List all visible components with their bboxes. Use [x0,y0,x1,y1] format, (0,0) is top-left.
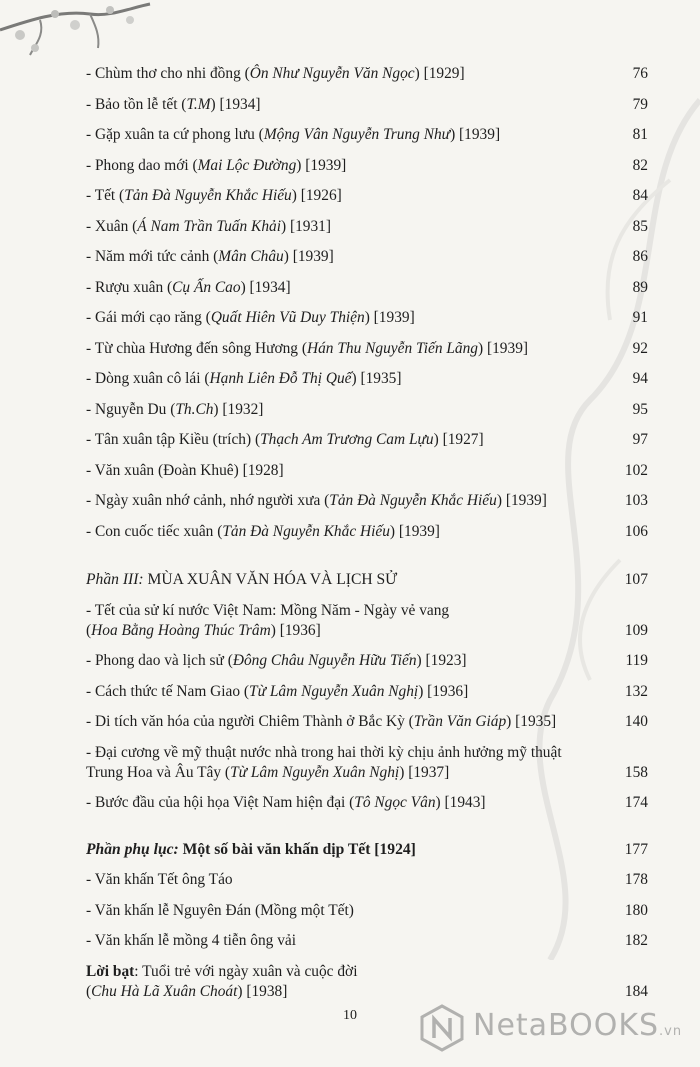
list-item [86,491,648,511]
entry-title: - Phong dao mới ( [86,156,198,174]
page-ref: 102 [624,461,648,479]
appendix-label: Phần phụ lục: [86,840,179,858]
entry-title: - Dòng xuân cô lái ( [86,370,210,387]
page-ref: 178 [624,871,648,888]
list-item [86,125,648,145]
afterword-label: Lời bạt [86,962,135,980]
netabooks-logo-icon [418,1004,466,1052]
appendix-title: Một số bài văn khấn dịp Tết [1924] [178,840,416,858]
netabooks-watermark [418,1002,688,1058]
plum-branch-decoration [0,0,160,60]
page-ref: 92 [632,339,648,357]
entry-title: - Đại cương về mỹ thuật nước nhà trong hai thời kỳ chịu ảnh hưởng mỹ thuật [86,743,562,761]
entry-author: T.M [186,95,211,113]
page-number: 10 [343,1008,357,1023]
page-ref: 85 [632,217,648,235]
entry-author: Tản Đà Nguyễn Khắc Hiếu [222,522,390,540]
entry-title: - Tết của sử kí nước Việt Nam: Mồng Năm - Ngày vẻ vang [86,601,450,619]
entry-title: - Xuân ( [86,217,138,235]
entry-year: ) [1926] [291,187,342,204]
entry-year: ) [1936] [270,621,321,639]
entry-title: - Cách thức tế Nam Giao ( [86,682,250,700]
section-3-heading [86,570,648,590]
list-item [86,308,648,328]
entry-year: ) [1943] [435,794,486,811]
list-item [86,278,648,298]
entry-author: Th.Ch [175,400,214,418]
list-item [86,400,648,420]
list-item [86,522,648,542]
entry-author: Cụ Ấn Cao [172,278,241,296]
entry-author: Tản Đà Nguyễn Khắc Hiếu [329,492,497,509]
list-item [86,870,648,890]
entry-year: ) [1938] [237,982,288,1000]
logo-suffix: .vn [659,1024,683,1039]
afterword-entry [86,962,648,1002]
list-item [86,461,648,481]
page-ref: 79 [632,95,648,113]
page-ref: 140 [624,713,648,730]
page-ref: 94 [632,370,648,387]
entry-year: ) [1932] [213,400,264,418]
entry-author: Ôn Như Nguyễn Văn Ngọc [249,65,415,82]
entry-year: ) [1939] [450,126,501,143]
entry-year: ) [1934] [240,278,291,296]
entry-year: ) [1936] [418,682,469,700]
entry-year: ) [1939] [389,522,440,540]
entry-author: Từ Lâm Nguyễn Xuân Nghị [249,682,419,700]
entry-author: Đông Châu Nguyễn Hữu Tiến [232,652,417,669]
entry-title: - Văn xuân (Đoàn Khuê) [1928] [86,461,284,479]
list-item [86,64,648,84]
entry-title: - Tân xuân tập Kiều (trích) ( [86,431,261,448]
page-ref: 107 [624,571,648,588]
list-item [86,430,648,450]
entry-author: Á Nam Trần Tuấn Khải [137,217,281,235]
entry-author: Thạch Am Trương Cam Lựu [260,431,434,448]
entry-title: - Văn khấn lễ mồng 4 tiễn ông vải [86,932,297,949]
page-ref: 103 [624,492,648,509]
page-ref: 180 [624,901,648,919]
list-item [86,339,648,359]
page-ref: 97 [632,431,648,448]
list-item [86,651,648,671]
page-ref: 76 [632,65,648,82]
entry-text: ( [86,982,92,1000]
entry-title: - Năm mới tức cảnh ( [86,248,219,265]
entry-title: - Bảo tồn lễ tết ( [86,95,187,113]
entry-title: - Rượu xuân ( [86,278,173,296]
page-ref: 182 [624,932,648,949]
list-item [86,931,648,951]
list-item [86,793,648,813]
list-item [86,901,648,921]
entry-title: - Bước đầu của hội họa Việt Nam hiện đại ( [86,794,355,811]
page-ref: 184 [624,982,648,1000]
page-ref: 82 [632,156,648,174]
logo-text: NetaBOOKS [473,1008,660,1043]
entry-year: ) [1939] [296,156,347,174]
page-ref: 174 [624,794,648,811]
entry-text: Trung Hoa và Âu Tây ( [86,763,231,781]
entry-year: ) [1935] [351,370,402,387]
entry-author: Tản Đà Nguyễn Khắc Hiếu [124,187,292,204]
entry-year: ) [1937] [399,763,450,781]
entry-year: ) [1939] [496,492,547,509]
entry-author: Mai Lộc Đường [197,156,297,174]
page-ref: 95 [632,400,648,418]
section-3-label: Phần III: [86,571,144,588]
entry-author: Tô Ngọc Vân [354,794,436,811]
page-ref: 106 [624,522,648,540]
page-ref: 177 [624,840,648,858]
entry-author: Mộng Vân Nguyễn Trung Như [263,126,451,143]
entry-author: Chu Hà Lã Xuân Choát [91,982,238,1000]
list-item [86,217,648,237]
entry-title: - Chùm thơ cho nhi đồng ( [86,65,250,82]
entry-author: Hán Thu Nguyễn Tiến Lãng [306,339,479,357]
entry-year: ) [1939] [283,248,334,265]
page-ref: 86 [632,248,648,265]
entry-year: ) [1939] [478,339,529,357]
entry-year: ) [1923] [416,652,467,669]
list-item [86,186,648,206]
entry-title: - Gái mới cạo răng ( [86,309,211,326]
list-item [86,95,648,115]
entry-author: Hạnh Liên Đỗ Thị Quế [209,370,352,387]
entry-year: ) [1931] [280,217,331,235]
list-item [86,247,648,267]
page-ref: 158 [624,763,648,781]
afterword-title: : Tuổi trẻ với ngày xuân và cuộc đời [134,962,358,980]
page-ref: 81 [632,126,648,143]
entry-title: - Tết ( [86,187,125,204]
list-item [86,743,648,783]
entry-year: ) [1939] [364,309,415,326]
entry-author: Hoa Bằng Hoàng Thúc Trâm [91,621,271,639]
entry-year: ) [1934] [210,95,261,113]
entry-title: - Di tích văn hóa của người Chiêm Thành ở Bắc Kỳ ( [86,713,414,730]
appendix-heading [86,840,648,860]
page-ref: 91 [632,309,648,326]
entry-title: - Gặp xuân ta cứ phong lưu ( [86,126,264,143]
entry-year: ) [1935] [506,713,557,730]
entry-title: - Ngày xuân nhớ cảnh, nhớ người xưa ( [86,492,330,509]
entry-text: ( [86,621,92,639]
entry-author: Quất Hiên Vũ Duy Thiện [210,309,365,326]
entry-year: ) [1929] [414,65,465,82]
table-of-contents [86,64,648,1012]
list-item [86,156,648,176]
entry-author: Trần Văn Giáp [413,713,507,730]
list-item [86,712,648,732]
entry-title: - Từ chùa Hương đến sông Hương ( [86,339,307,357]
entry-year: ) [1927] [433,431,484,448]
entry-title: - Nguyễn Du ( [86,400,176,418]
page-ref: 89 [632,278,648,296]
list-item [86,369,648,389]
entry-title: - Văn khấn Tết ông Táo [86,871,233,888]
entry-author: Mân Châu [218,248,284,265]
entry-title: - Con cuốc tiếc xuân ( [86,522,223,540]
list-item [86,682,648,702]
list-item [86,601,648,641]
page-ref: 132 [624,682,648,700]
entry-title: - Phong dao và lịch sử ( [86,652,233,669]
page-ref: 109 [624,621,648,639]
entry-author: Từ Lâm Nguyễn Xuân Nghị [230,763,400,781]
section-3-title: MÙA XUÂN VĂN HÓA VÀ LỊCH SỬ [143,571,398,588]
entry-title: - Văn khấn lễ Nguyên Đán (Mồng một Tết) [86,901,354,919]
page-ref: 119 [625,652,648,669]
page-ref: 84 [632,187,648,204]
